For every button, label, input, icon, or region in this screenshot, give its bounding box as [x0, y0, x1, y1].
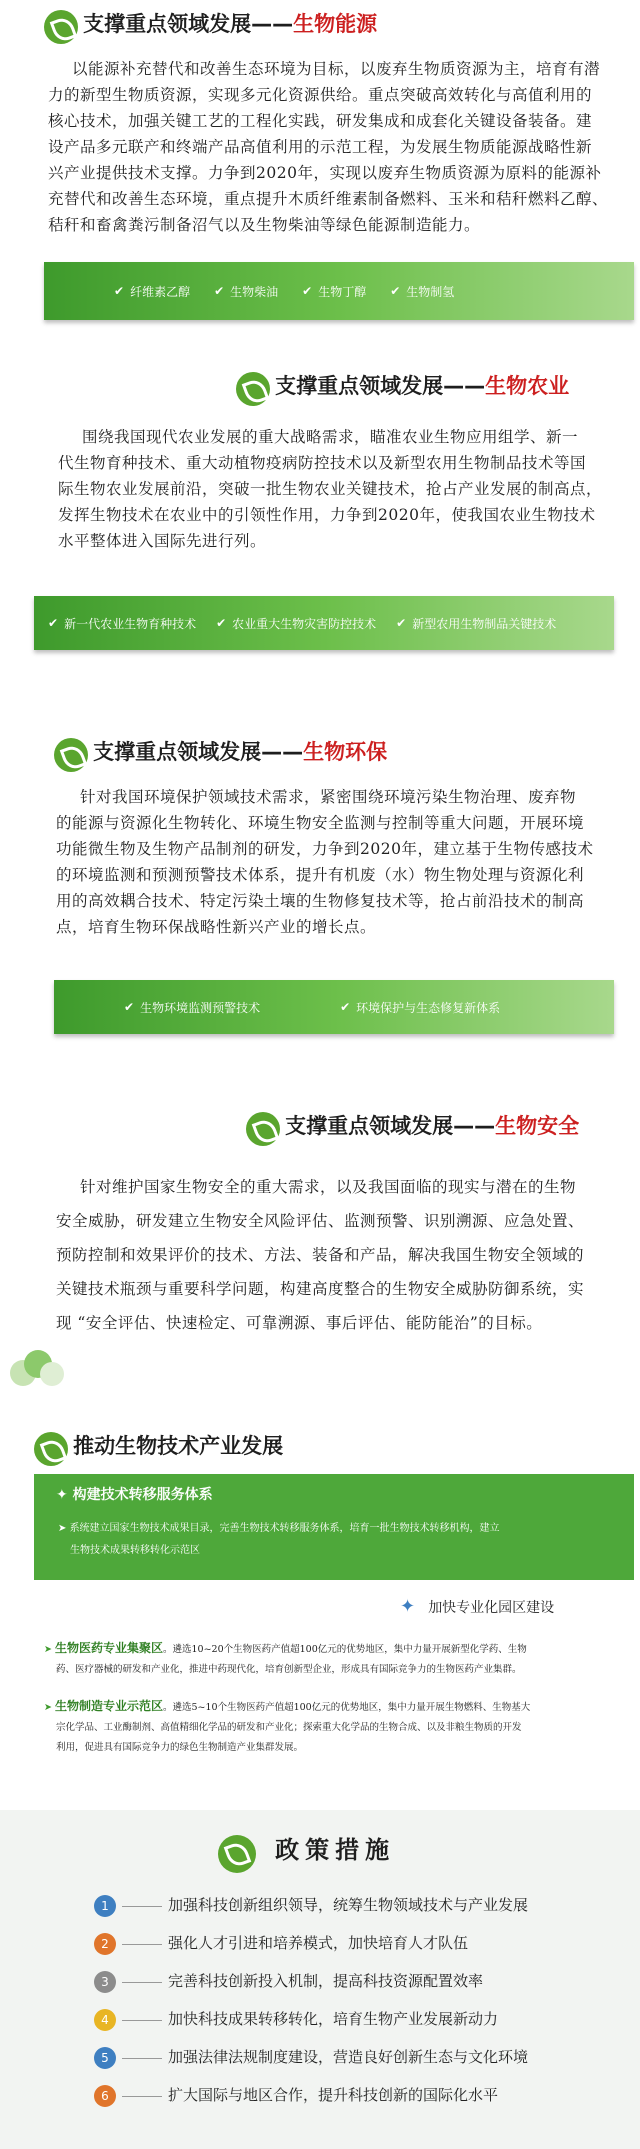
section-industry	[0, 1430, 640, 1800]
park-item: ➤ 生物医药专业集聚区。遴选10~20个生物医药产值超100亿元的优势地区，集中力量开展新型化学药、生物 药、医疗器械的研发和产业化，推进中药现代化，培育创新型企业，形成具有国际竞争力的生物医药产业集群。	[44, 1641, 527, 1675]
tag-band	[34, 596, 614, 650]
decorative-circles	[10, 1350, 70, 1390]
number-badge: 2	[94, 1933, 116, 1955]
leaf-icon	[44, 10, 78, 44]
sparkle-icon: ✦	[400, 1596, 416, 1617]
policy-list	[94, 1894, 614, 2122]
park-item: ➤ 生物制造专业示范区。遴选5~10个生物医药产值超100亿元的优势地区，集中力量开展生物燃料、生物基大 宗化学品、工业酶制剂、高值精细化学品的研发和产业化；探索重大化学品的生物合成、以及非粮生物质的开发 利用，促进具有国际竞争力的绿色生物制造产业集群发展。	[44, 1699, 531, 1753]
panel-title: 构建技术转移服务体系	[72, 1487, 213, 1503]
tag: ✔ 农业重大生物灾害防控技术	[216, 615, 376, 632]
policy-item: 6 扩大国际与地区合作，提升科技创新的国际化水平	[94, 2084, 614, 2122]
tag: ✔ 纤维素乙醇	[114, 283, 190, 300]
number-badge: 4	[94, 2009, 116, 2031]
section-title: 支撑重点领域发展——生物安全	[285, 1114, 580, 1138]
number-badge: 6	[94, 2085, 116, 2107]
section-title: 支撑重点领域发展——生物能源	[83, 12, 378, 36]
section-title: 支撑重点领域发展——生物农业	[275, 374, 570, 398]
number-badge: 1	[94, 1895, 116, 1917]
policy-item: 1 加强科技创新组织领导，统筹生物领域技术与产业发展	[94, 1894, 614, 1932]
tag: ✔ 生物制氢	[390, 283, 454, 300]
section-body: 针对维护国家生物安全的重大需求，以及我国面临的现实与潜在的生物 安全威胁，研发建立生物安全风险评估、监测预警、识别溯源、应急处置、 预防控制和效果评价的技术、方法、装备和产品，解决我国生物安全领域的 关键技术瓶颈与重要科学问题，构建高度整合的生物安全威胁防御系统，实 现 “安全评估、快速检定、可靠溯源、事后评估、能防能治”的目标。	[56, 1178, 585, 1332]
leaf-icon	[218, 1835, 256, 1873]
subsection-title: 加快专业化园区建设	[428, 1600, 555, 1616]
leaf-icon	[246, 1112, 280, 1146]
tech-transfer-panel	[34, 1474, 634, 1580]
section-bioagriculture	[0, 360, 640, 660]
section-title: 政策措施	[275, 1836, 396, 1864]
leaf-icon	[34, 1432, 68, 1466]
panel-body: ➤ 系统建立国家生物技术成果目录，完善生物技术转移服务体系，培育一批生物技术转移机构，建立 生物技术成果转移转化示范区	[58, 1523, 500, 1556]
tag: ✔ 环境保护与生态修复新体系	[340, 999, 500, 1016]
policy-item: 2 强化人才引进和培养模式，加快培育人才队伍	[94, 1932, 614, 1970]
section-body: 围绕我国现代农业发展的重大战略需求，瞄准农业生物应用组学、新一 代生物育种技术、重大动植物疫病防控技术以及新型农用生物制品技术等国 际生物农业发展前沿，突破一批生物农业关键技术，抢占产业发展的制高点， 发挥生物技术在农业中的引领性作用，力争到2020年，使我国农业生物技术 水平整体进入国际先进行列。	[58, 428, 603, 550]
section-bioenvironment	[0, 730, 640, 1050]
sparkle-icon: ✦	[56, 1487, 68, 1503]
leaf-icon	[236, 372, 270, 406]
policy-item: 5 加强法律法规制度建设，营造良好创新生态与文化环境	[94, 2046, 614, 2084]
tag: ✔ 生物环境监测预警技术	[124, 999, 260, 1016]
section-title: 推动生物技术产业发展	[73, 1434, 284, 1458]
tag-band	[44, 262, 634, 320]
policy-item: 3 完善科技创新投入机制，提高科技资源配置效率	[94, 1970, 614, 2008]
section-policy	[0, 1810, 640, 2149]
tag: ✔ 生物柴油	[214, 283, 278, 300]
tag: ✔ 新型农用生物制品关键技术	[396, 615, 556, 632]
leaf-icon	[54, 738, 88, 772]
tag: ✔ 新一代农业生物育种技术	[48, 615, 196, 632]
number-badge: 5	[94, 2047, 116, 2069]
section-title: 支撑重点领域发展——生物环保	[93, 740, 388, 764]
number-badge: 3	[94, 1971, 116, 1993]
section-body: 以能源补充替代和改善生态环境为目标，以废弃生物质资源为主，培育有潜 力的新型生物质资源，实现多元化资源供给。重点突破高效转化与高值利用的 核心技术，加强关键工艺的工程化实践，研发集成和成套化关键设备装备。建 设产品多元联产和终端产品高值利用的示范工程，为发展生物质能源战略性新 兴产业提供技术支撑。力争到2020年，实现以废弃生物质资源为原料的能源补 充替代和改善生态环境，重点提升木质纤维素制备燃料、玉米和秸秆燃料乙醇、 秸秆和畜禽粪污制备沼气以及生物柴油等绿色能源制造能力。	[48, 60, 609, 234]
tag-band	[54, 980, 614, 1034]
section-bioenergy	[0, 0, 640, 330]
tag: ✔ 生物丁醇	[302, 283, 366, 300]
section-biosafety	[0, 1100, 640, 1360]
section-body: 针对我国环境保护领域技术需求，紧密围绕环境污染生物治理、废弃物 的能源与资源化生物转化、环境生物安全监测与控制等重大问题，开展环境 功能微生物及生物产品制剂的研发，力争到2020年，建立基于生物传感技术 的环境监测和预测预警技术体系，提升有机废（水）物生物处理与资源化利 用的高效耦合技术、特定污染土壤的生物修复技术等，抢占前沿技术的制高 点，培育生物环保战略性新兴产业的增长点。	[56, 788, 594, 936]
policy-item: 4 加快科技成果转移转化，培育生物产业发展新动力	[94, 2008, 614, 2046]
